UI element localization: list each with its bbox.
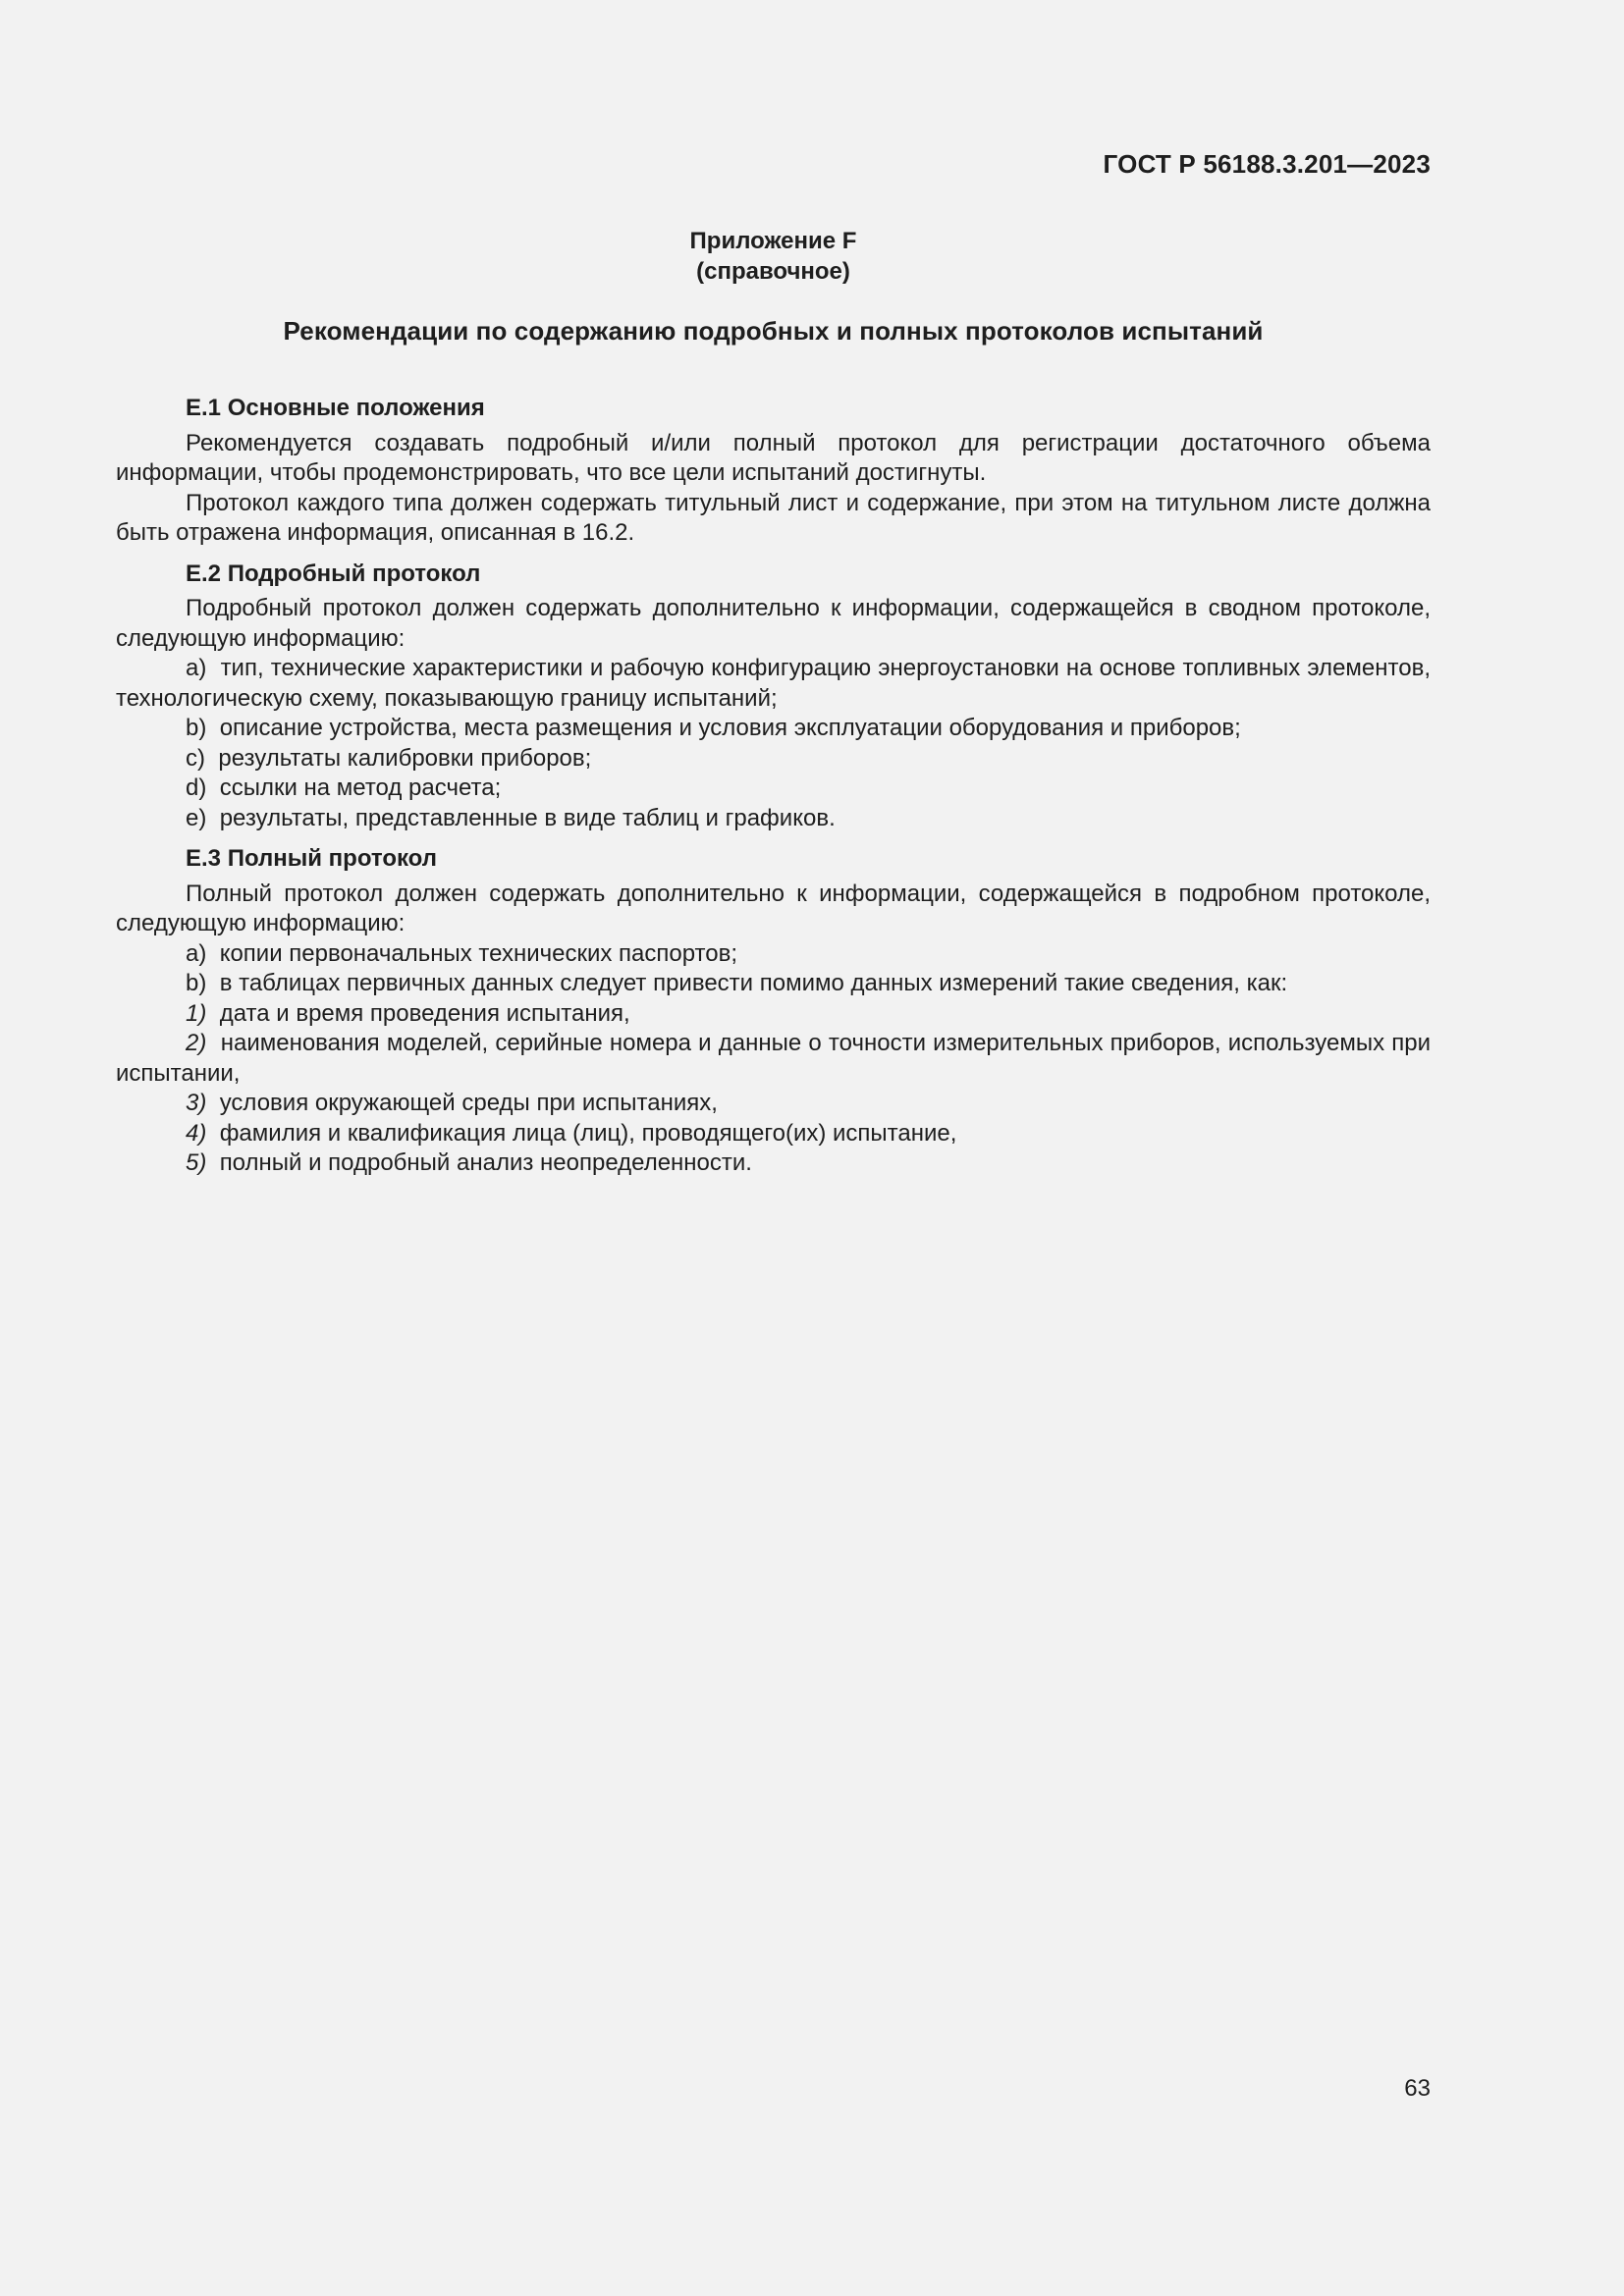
- sub-list-item: [116, 1029, 1431, 1089]
- section-heading-e2: Е.2 Подробный протокол: [186, 560, 481, 587]
- list-item-text: в таблицах первичных данных следует привести помимо данных измерений такие сведения, как:: [219, 970, 1288, 996]
- list-item: [116, 774, 1431, 804]
- paragraph: Рекомендуется создавать подробный и/или полный протокол для регистрации достаточного объема информации, чтобы продемонстрировать, что все цели испытаний достигнуты.: [116, 429, 1431, 486]
- list-item: [116, 969, 1431, 999]
- list-item-marker: d): [186, 774, 207, 801]
- sub-list-item-text: условия окружающей среды при испытаниях,: [219, 1090, 718, 1116]
- sub-list-item-marker: 3): [186, 1090, 207, 1116]
- sub-list-item-marker: 2): [186, 1030, 207, 1056]
- list-item-marker: b): [186, 970, 207, 996]
- sub-list-item: [116, 999, 1431, 1030]
- document-body: [116, 394, 1431, 1179]
- sub-list-item-text: фамилия и квалификация лица (лиц), проводящего(их) испытание,: [219, 1119, 957, 1147]
- paragraph: Протокол каждого типа должен содержать титульный лист и содержание, при этом на титульном листе должна быть отражена информация, описанная в 16.2.: [116, 489, 1431, 546]
- page-number: 63: [1404, 2075, 1431, 2102]
- document-page: [116, 0, 1431, 2296]
- sub-list-item: [116, 1119, 1431, 1149]
- list-item: [116, 654, 1431, 714]
- annex-title: Приложение F: [689, 228, 857, 254]
- paragraph: Полный протокол должен содержать дополнительно к информации, содержащейся в подробном протоколе, следующую информацию:: [116, 880, 1431, 936]
- list-item-text: тип, технические характеристики и рабочую конфигурацию энергоустановки на основе топливных элементов, технологическую схему, показывающую границу испытаний;: [116, 655, 1432, 712]
- paragraph: Подробный протокол должен содержать дополнительно к информации, содержащейся в сводном протоколе, следующую информацию:: [116, 595, 1431, 652]
- list-item: [116, 804, 1431, 834]
- sub-list-item-marker: 5): [186, 1149, 207, 1176]
- list-item-marker: b): [186, 715, 207, 741]
- list-item-text: результаты, представленные в виде таблиц и графиков.: [219, 804, 836, 831]
- main-title: Рекомендации по содержанию подробных и полных протоколов испытаний: [283, 316, 1264, 346]
- annex-title-block: [116, 226, 1431, 287]
- list-item-marker: a): [186, 655, 207, 681]
- list-item-marker: e): [186, 804, 207, 831]
- list-item: [116, 714, 1431, 744]
- sub-list-item-text: полный и подробный анализ неопределенности.: [219, 1149, 752, 1176]
- sub-list-item-marker: 4): [186, 1119, 207, 1147]
- section-heading-e3: Е.3 Полный протокол: [186, 845, 437, 872]
- sub-list-item-text: наименования моделей, серийные номера и данные о точности измерительных приборов, используемых при испытании,: [116, 1030, 1431, 1087]
- sub-list-item-marker: 1): [186, 999, 207, 1027]
- document-code: ГОСТ Р 56188.3.201—2023: [1103, 149, 1431, 179]
- sub-list-item-text: дата и время проведения испытания,: [219, 999, 630, 1027]
- list-item-marker: c): [186, 744, 205, 772]
- list-item-text: результаты калибровки приборов;: [218, 744, 592, 772]
- sub-list-item: [116, 1148, 1431, 1179]
- list-item-text: ссылки на метод расчета;: [219, 774, 502, 801]
- section-heading-e1: Е.1 Основные положения: [186, 395, 485, 421]
- list-item-marker: a): [186, 939, 207, 967]
- list-item-text: копии первоначальных технических паспортов;: [219, 939, 738, 967]
- list-item: [116, 939, 1431, 970]
- list-item: [116, 744, 1431, 774]
- annex-subtitle: (справочное): [696, 258, 850, 285]
- sub-list-item: [116, 1089, 1431, 1119]
- list-item-text: описание устройства, места размещения и условия эксплуатации оборудования и приборов;: [219, 715, 1241, 741]
